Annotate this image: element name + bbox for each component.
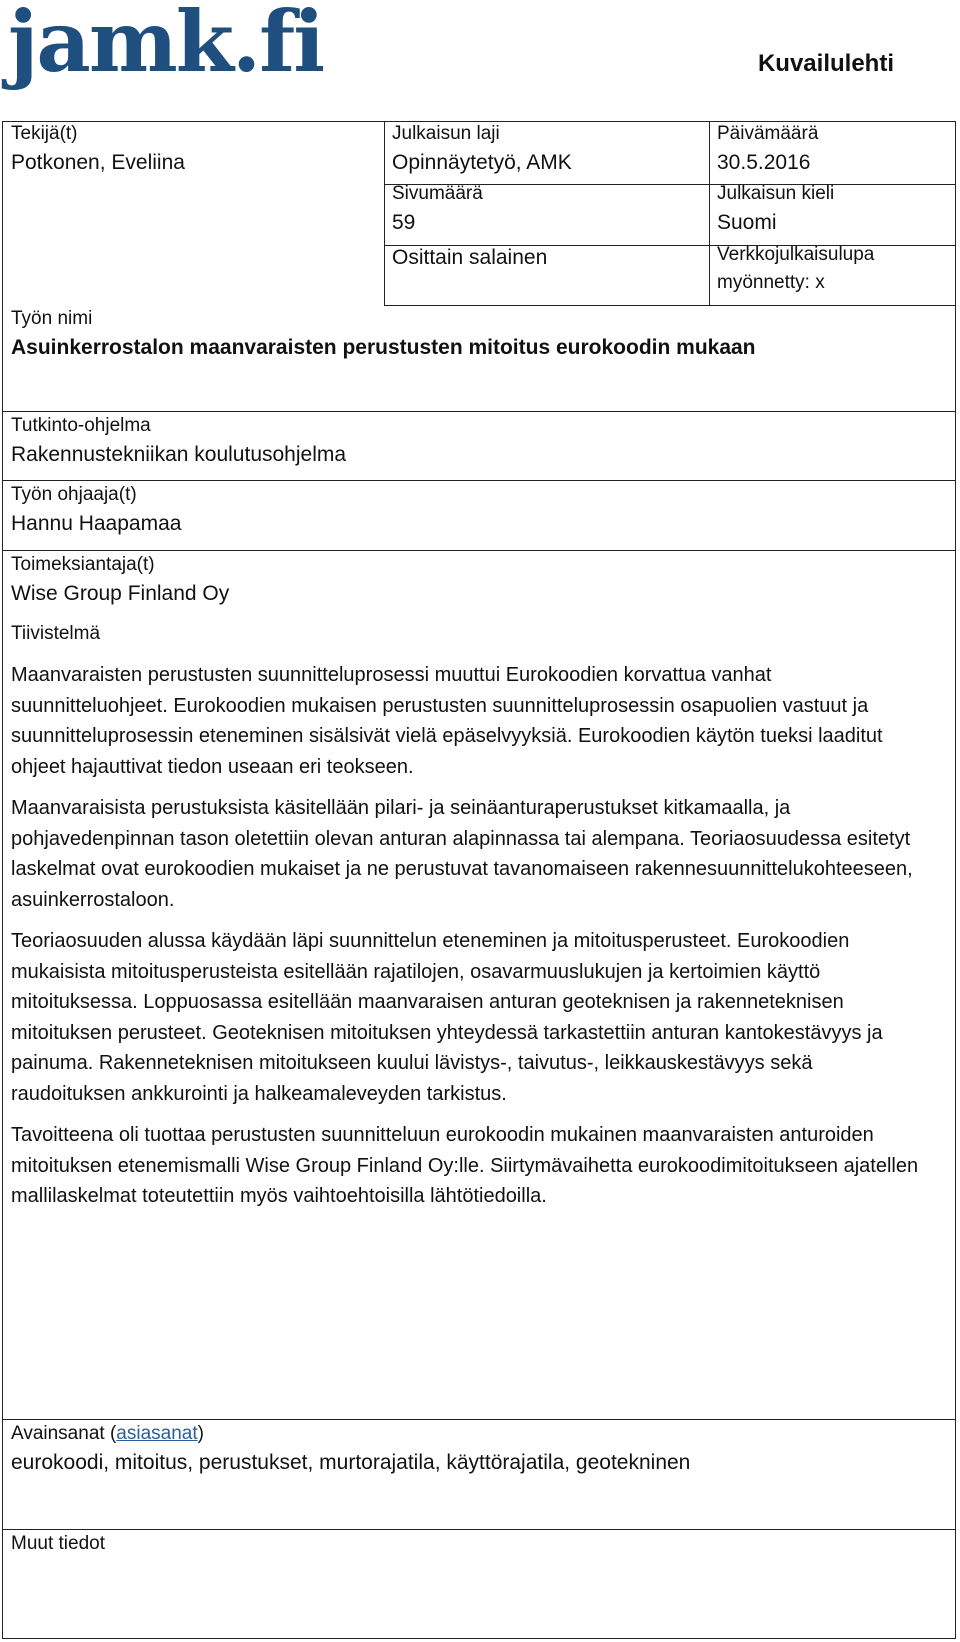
abstract-paragraph: Maanvaraisista perustuksista käsitellään pilari- ja seinäanturaperustukset kitkamaalla, ja pohjavedenpinnan tason oletettiin olevan anturan alapinnassa tai alempana. Teoriaosuudessa esitetyt laskelmat ovat eurokoodien mukaiset ja ne perustuvat tavanomaiseen rakennesuunnittelukohteeseen, asuinkerrostaloon.	[11, 797, 913, 911]
other-info-field	[11, 1530, 951, 1558]
thesis-title-value: Asuinkerrostalon maanvaraisten perustusten mitoitus eurokoodin mukaan	[11, 336, 756, 359]
web-permission-field	[717, 241, 953, 297]
keywords-field	[11, 1420, 951, 1478]
author-value: Potkonen, Eveliina	[11, 151, 185, 174]
date-field	[717, 120, 953, 178]
abstract-section	[11, 620, 921, 1223]
degree-programme-value: Rakennustekniikan koulutusohjelma	[11, 443, 347, 466]
supervisor-value: Hannu Haapamaa	[11, 512, 182, 535]
description-form	[2, 121, 956, 1639]
page-count-label: Sivumäärä	[392, 183, 483, 204]
keywords-label: Avainsanat (	[11, 1423, 117, 1444]
author-field	[11, 120, 381, 178]
publication-type-label: Julkaisun laji	[392, 123, 500, 144]
thesis-title-label: Työn nimi	[11, 308, 93, 329]
commissioner-label: Toimeksiantaja(t)	[11, 554, 155, 575]
commissioner-field	[11, 551, 951, 609]
date-label: Päivämäärä	[717, 123, 819, 144]
document-type-heading: Kuvailulehti	[757, 50, 894, 77]
degree-programme-field	[11, 412, 951, 470]
jamk-logo: jamk.fi	[8, 0, 324, 91]
language-field	[717, 180, 953, 238]
author-label: Tekijä(t)	[11, 123, 78, 144]
web-permission-value: myönnetty: x	[717, 272, 825, 293]
confidentiality-value: Osittain salainen	[392, 246, 548, 269]
supervisor-label: Työn ohjaaja(t)	[11, 484, 137, 505]
page-count-field	[392, 180, 707, 238]
divider	[384, 122, 385, 305]
abstract-label: Tiivistelmä	[11, 623, 101, 644]
thesis-title-field	[11, 305, 951, 363]
publication-type-value: Opinnäytetyö, AMK	[392, 151, 572, 174]
keywords-label-row	[11, 1420, 951, 1448]
keywords-value: eurokoodi, mitoitus, perustukset, murtorajatila, käyttörajatila, geotekninen	[11, 1451, 691, 1474]
keywords-link[interactable]: asiasanat	[116, 1423, 198, 1444]
keywords-label-close: )	[197, 1423, 204, 1444]
commissioner-value: Wise Group Finland Oy	[11, 582, 230, 605]
date-value: 30.5.2016	[717, 151, 811, 174]
abstract-paragraph: Tavoitteena oli tuottaa perustusten suunnitteluun eurokoodin mukainen maanvaraisten anturoiden mitoituksen etenemismalli Wise Group Finland Oy:lle. Siirtymävaihetta eurokoodimitoitukseen ajatellen mallilaskelmat toteutettiin myös vaihtoehtoisilla lähtötiedoilla.	[11, 1124, 919, 1207]
language-value: Suomi	[717, 211, 777, 234]
degree-programme-label: Tutkinto-ohjelma	[11, 415, 151, 436]
page-count-value: 59	[392, 211, 416, 234]
abstract-paragraph: Maanvaraisten perustusten suunnitteluprosessi muuttui Eurokoodien korvattua vanhat suunnitteluohjeet. Eurokoodien mukaisen perustusten suunnitteluprosessin osapuolien vastuut ja suunnitteluprosessin eteneminen sisälsivät vielä epäselvyyksiä. Eurokoodien käytön tueksi laaditut ohjeet hajauttivat tiedon useaan eri teokseen.	[11, 664, 883, 778]
language-label: Julkaisun kieli	[717, 183, 835, 204]
abstract-paragraph: Teoriaosuuden alussa käydään läpi suunnittelun eteneminen ja mitoitusperusteet. Eurokoodien mukaisista mitoitusperusteista esitellään rajatilojen, osavarmuuslukujen ja kertoimien käyttö mitoituksessa. Loppuosassa esitellään maanvaraisen anturan geoteknisen ja rakenneteknisen mitoituksen perusteet. Geoteknisen mitoituksen yhteydessä tarkastettiin anturan kantokestävyys ja painuma. Rakenneteknisen mitoitukseen kuului lävistys-, taivutus-, leikkauskestävyys sekä raudoituksen ankkurointi ja halkeamaleveyden tarkistus.	[11, 930, 883, 1105]
other-info-label: Muut tiedot	[11, 1533, 105, 1554]
divider	[709, 122, 710, 305]
web-permission-label: Verkkojulkaisulupa	[717, 244, 875, 265]
publication-type-field	[392, 120, 707, 178]
supervisor-field	[11, 481, 951, 539]
confidentiality-field	[392, 243, 707, 273]
